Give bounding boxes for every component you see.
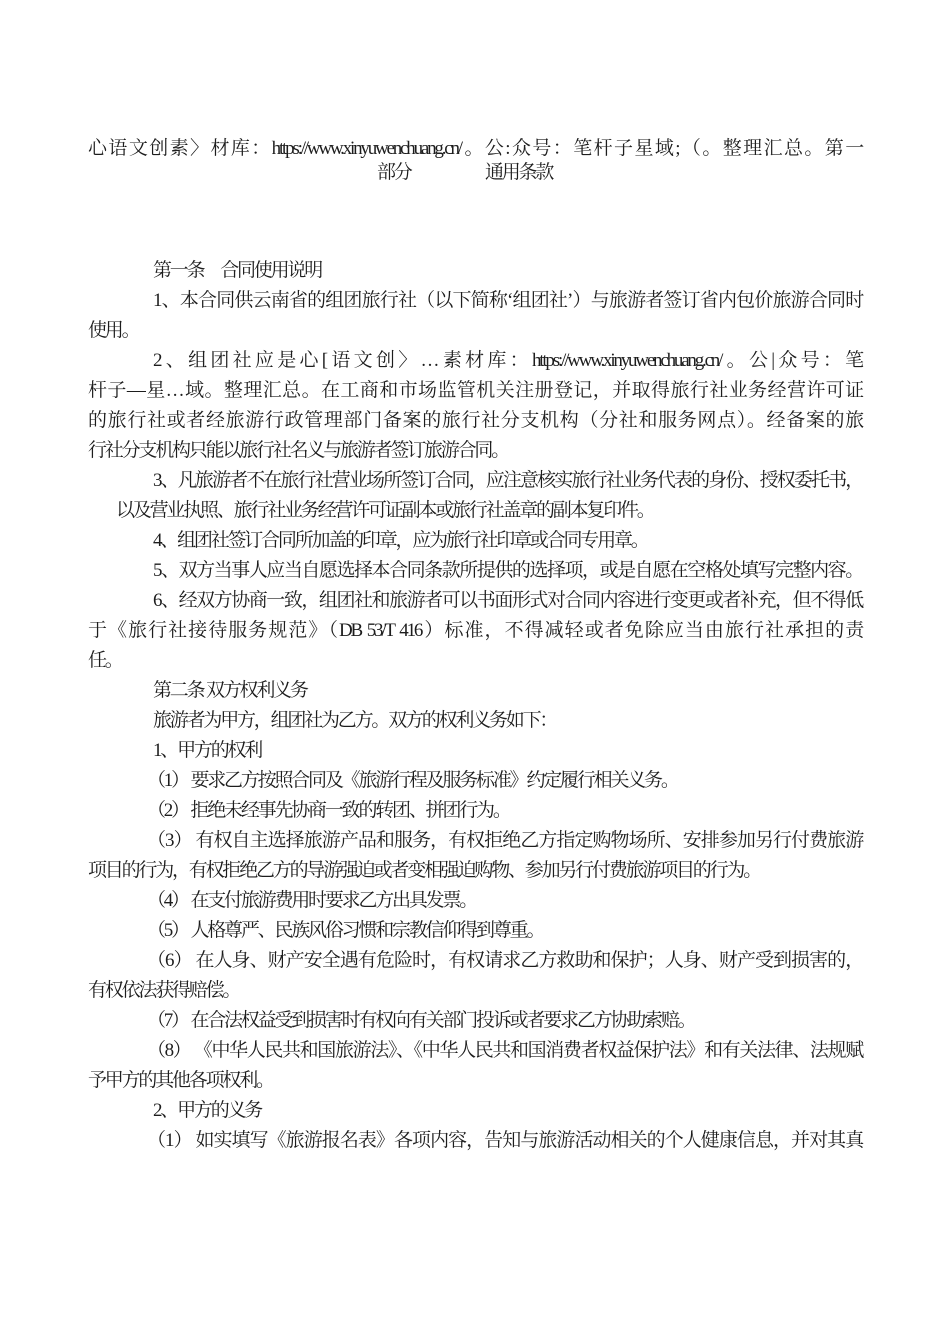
- text-line: 使用。: [88, 320, 139, 341]
- text-line: （5） 人格尊严、民族风俗习惯和宗教信仰得到尊重。: [147, 920, 544, 941]
- text-line: （2） 拒绝未经事先协商一致的转团、拼团行为。: [147, 800, 510, 821]
- text-line: （1） 要求乙方按照合同及《旅游行程及服务标准》约定履行相关义务。: [147, 770, 678, 791]
- text-line: （3） 有权自主选择旅游产品和服务，有权拒绝乙方指定购物场所、安排参加另行付费旅游: [147, 830, 862, 851]
- text-line: 2、组团社应是心[语文创〉…素材库：https://www.xinyuwenchuang.cn/。公|众号：笔: [153, 350, 862, 371]
- text-line: 2、甲方的义务: [153, 1100, 262, 1121]
- text-line: 杆子—星…域。整理汇总。在工商和市场监管机关注册登记，并取得旅行社业务经营许可证: [88, 380, 862, 401]
- text-line: 于《旅行社接待服务规范》（DB 53/T 416）标准，不得减轻或者免除应当由旅行社承担的责: [88, 620, 862, 641]
- text-line: （4） 在支付旅游费用时要求乙方出具发票。: [147, 890, 477, 911]
- text-line: （1） 如实填写《旅游报名表》各项内容，告知与旅游活动相关的个人健康信息，并对其真: [147, 1130, 862, 1151]
- text-line: 予甲方的其他各项权利。: [88, 1070, 273, 1091]
- watermark-line: 心语文创素〉材库：https://www.xinyuwenchuang.cn/。公:众号：笔杆子星域;（。整理汇总。第一: [88, 138, 862, 159]
- text-line: （7） 在合法权益受到损害时有权向有关部门投诉或者要求乙方协助索赔。: [147, 1010, 695, 1031]
- text-line: 任。: [88, 650, 122, 671]
- text-line: 1、本合同供云南省的组团旅行社（以下简称‘组团社’）与旅游者签订省内包价旅游合同时: [153, 290, 862, 311]
- text-line: 的旅行社或者经旅游行政管理部门备案的旅行社分支机构（分社和服务网点）。经备案的旅: [88, 410, 862, 431]
- text-line: 第二条 双方权利义务: [153, 680, 307, 701]
- text-line: 行社分支机构只能以旅行社名义与旅游者签订旅游合同。: [88, 440, 509, 461]
- text-line: 以及营业执照、旅行社业务经营许可证副本或旅行社盖章的副本复印件。: [116, 500, 654, 521]
- section-part-label: 部分: [377, 162, 411, 183]
- text-line: 6、经双方协商一致，组团社和旅游者可以书面形式对合同内容进行变更或者补充，但不得低: [153, 590, 862, 611]
- text-line: 1、甲方的权利: [153, 740, 262, 761]
- text-line: 旅游者为甲方，组团社为乙方。双方的权利义务如下：: [153, 710, 557, 731]
- text-line: 有权依法获得赔偿。: [88, 980, 240, 1001]
- section-title: 通用条款: [485, 162, 553, 183]
- text-line: 第一条 合同使用说明: [153, 260, 322, 281]
- text-line: （6） 在人身、财产安全遇有危险时，有权请求乙方救助和保护；人身、财产受到损害的，: [147, 950, 862, 971]
- text-line: （8） 《中华人民共和国旅游法》、《中华人民共和国消费者权益保护法》和有关法律、法规赋: [147, 1040, 862, 1061]
- text-line: 4、组团社签订合同所加盖的印章，应为旅行社印章或合同专用章。: [153, 530, 648, 551]
- text-line: 项目的行为，有权拒绝乙方的导游强迫或者变相强迫购物、参加另行付费旅游项目的行为。: [88, 860, 761, 881]
- text-line: 5、双方当事人应当自愿选择本合同条款所提供的选择项，或是自愿在空格处填写完整内容。: [153, 560, 862, 581]
- text-line: 3、凡旅游者不在旅行社营业场所签订合同，应注意核实旅行社业务代表的身份、授权委托书，: [153, 470, 862, 491]
